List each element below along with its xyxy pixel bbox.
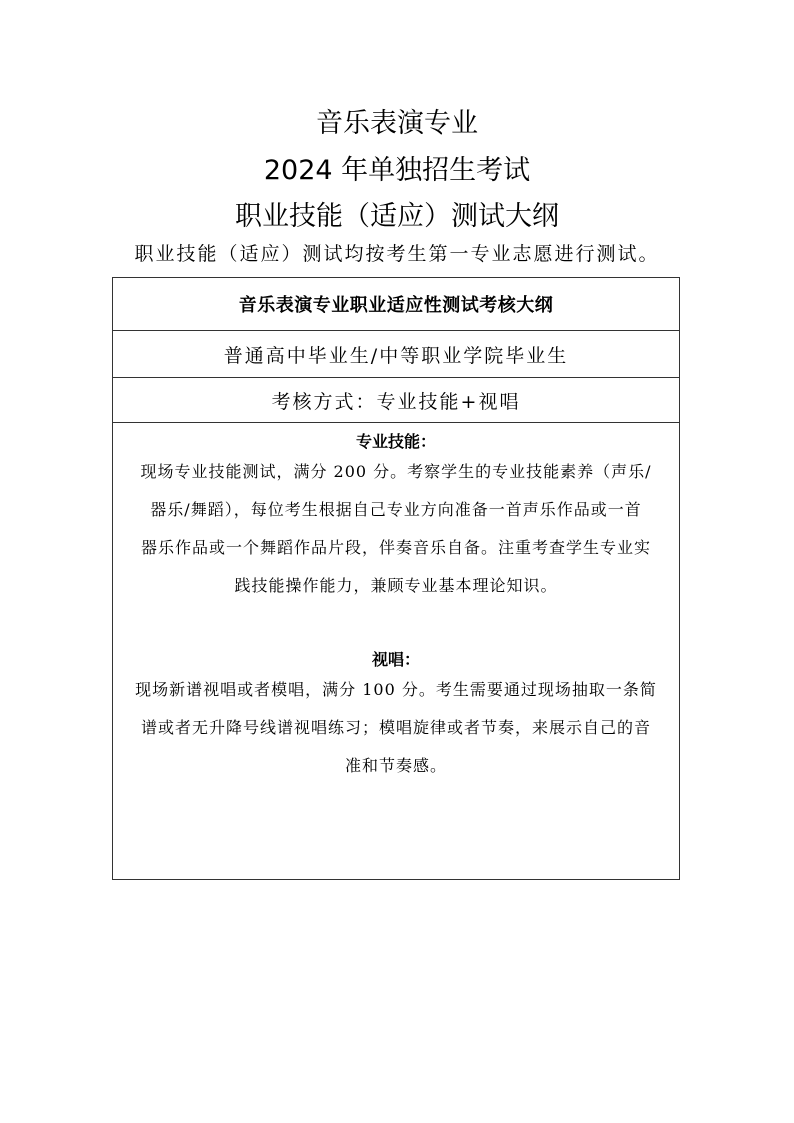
spacer	[123, 605, 669, 649]
section-line: 现场专业技能测试，满分 200 分。考察学生的专业技能素养（声乐/	[140, 462, 652, 481]
section-line: 现场新谱视唱或者模唱，满分 100 分。考生需要通过现场抽取一条简	[135, 680, 657, 699]
section-line: 器乐/舞蹈），每位考生根据自己专业方向准备一首声乐作品或一首	[150, 500, 642, 519]
table-heading-row	[113, 278, 679, 331]
document-title: 音乐表演专业	[316, 108, 478, 139]
method-text: 考核方式：专业技能+视唱	[271, 390, 521, 413]
section-line: 谱或者无升降号线谱视唱练习；模唱旋律或者节奏，来展示自己的音	[140, 718, 651, 737]
section-professional-skills	[123, 431, 669, 605]
document-subtitle: 职业技能（适应）测试均按考生第一专业志愿进行测试。	[134, 243, 660, 265]
applicants-text: 普通高中毕业生/中等职业学院毕业生	[223, 344, 569, 367]
section-line: 践技能操作能力，兼顾专业基本理论知识。	[234, 576, 558, 595]
section-line: 器乐作品或一个舞蹈作品片段，伴奏音乐自备。注重考查学生专业实	[140, 538, 651, 557]
section-title: 专业技能：	[355, 432, 436, 451]
outline-table	[112, 277, 680, 880]
method-row	[113, 378, 679, 423]
section-sight-singing	[123, 649, 669, 785]
content-row	[113, 423, 679, 879]
document-title-exam: 2024 年单独招生考试	[263, 155, 531, 186]
section-line: 准和节奏感。	[344, 756, 447, 775]
table-heading: 音乐表演专业职业适应性测试考核大纲	[238, 295, 554, 316]
applicants-row	[113, 331, 679, 378]
document-title-outline: 职业技能（适应）测试大纲	[235, 201, 559, 232]
section-title: 视唱：	[371, 650, 420, 669]
